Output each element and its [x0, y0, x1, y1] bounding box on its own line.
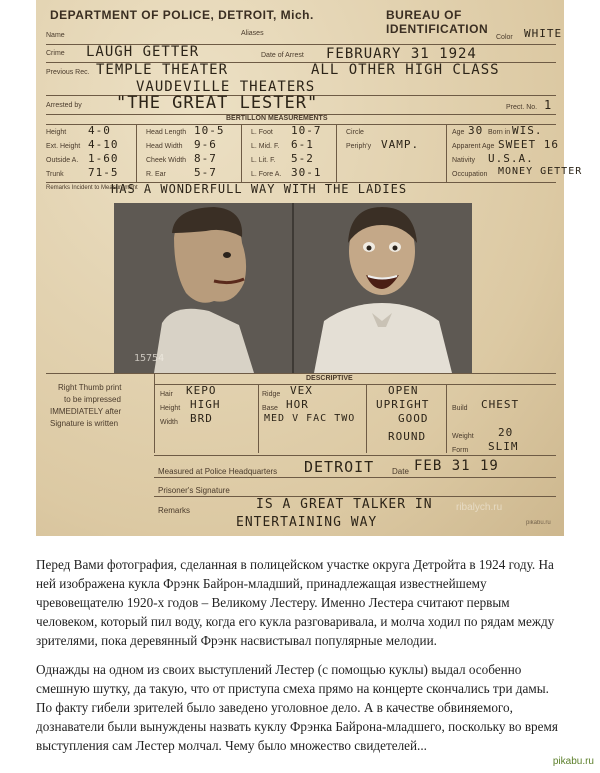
periph-label: Periph'y	[346, 143, 372, 150]
meas-value: 4-10	[88, 138, 119, 151]
divider	[154, 373, 155, 453]
article-paragraph: Перед Вами фотография, сделанная в полицейском участке округа Детройта в 1924 году. На ней изображена кукла Фрэнк Байрон-младший, принадлежащая известнейшему чревовещателю 1920-х годов – Великому Лестеру. Именно Лестера считают первым человеком, который пил воду, когда его кукла разговаривала, и молча ходил по рядам между зрителями, пока деревянный Фрэнк насвистывал популярные мелодии.	[36, 557, 555, 648]
name-label: Name	[46, 32, 65, 39]
meas-value: 71-5	[88, 166, 119, 179]
watermark-small: pikabu.ru	[526, 520, 551, 526]
article-paragraph: Однажды на одном из своих выступлений Лестер (с помощью куклы) выдал особенно смешную шутку, да такую, что от приступа смеха прямо на концерте скончались три дамы. По факту гибели зрителей было заведено уголовное дело. А в качестве обвиняемого, дознаватели были вынуждены назвать куклу Фрэнка Байрона-младшего, поскольку во время выступления сам Лестер молчал. Чему было множество свидетелей...	[36, 662, 558, 753]
chin-value: ROUND	[388, 430, 427, 443]
thumb-text: IMMEDIATELY after	[50, 407, 122, 416]
divider	[446, 384, 447, 453]
aliases-label: Aliases	[241, 30, 264, 37]
divider	[241, 124, 242, 182]
meas-value: 1-60	[88, 152, 119, 165]
divider	[366, 384, 367, 453]
apparent-label: Apparent Age	[452, 143, 495, 150]
height-value: HIGH	[190, 398, 221, 411]
site-footer[interactable]: pikabu.ru	[552, 756, 594, 767]
descriptive-title: DESCRIPTIVE	[306, 375, 353, 382]
ridge-label: Ridge	[262, 391, 281, 398]
thumb-text: to be impressed	[64, 395, 121, 404]
build-label: Build	[452, 405, 468, 412]
apparent-value: SWEET 16	[498, 138, 559, 151]
photo-number: 15754	[134, 353, 165, 364]
base-label: Base	[262, 405, 278, 412]
name-value: LAUGH GETTER	[86, 44, 200, 60]
puppet-profile-image	[114, 203, 472, 373]
form-value: SLIM	[488, 440, 519, 453]
hair-value: KEPO	[186, 384, 217, 397]
meas-label: Trunk	[46, 171, 64, 178]
form-label: Form	[452, 447, 469, 454]
build-value: CHEST	[481, 398, 520, 411]
born-label: Born in	[488, 129, 511, 136]
previous-value: TEMPLE THEATER	[96, 62, 229, 78]
measured-value: DETROIT	[304, 458, 375, 476]
meas-label: Outside A.	[46, 157, 79, 164]
arrested-value: "THE GREAT LESTER"	[116, 93, 319, 113]
nativity-label: Nativity	[452, 157, 475, 164]
occupation-label: Occupation	[452, 171, 488, 178]
width-label: Width	[160, 419, 178, 426]
remarks2-value: IS A GREAT TALKER IN	[256, 497, 433, 512]
remarks-label: Remarks Incident to Measurement	[46, 185, 138, 191]
mouth-value: UPRIGHT	[376, 398, 430, 411]
measured-label: Measured at Police Headquarters	[158, 467, 278, 476]
meas-value: 9-6	[194, 138, 217, 151]
watermark: ribalych.ru	[456, 502, 503, 513]
signature-label: Prisoner's Signature	[158, 486, 230, 495]
meas-value: 10-7	[291, 124, 322, 137]
divider	[154, 455, 556, 456]
color-value: WHITE	[524, 27, 563, 40]
meas-label: L. Mid. F.	[251, 143, 280, 150]
remarks-value: HAS A WONDERFULL WAY WITH THE LADIES	[111, 182, 408, 196]
divider	[446, 124, 447, 182]
ridge-value: VEX	[290, 384, 313, 397]
height-label: Height	[160, 405, 181, 412]
circle-label: Circle	[346, 129, 364, 136]
divider	[258, 384, 259, 453]
date-label: Date	[392, 467, 409, 476]
divider	[154, 477, 556, 478]
age-label: Age	[452, 129, 465, 136]
meas-label: L. Fore A.	[251, 171, 282, 178]
mugshot-photo	[114, 203, 472, 373]
previous-value-2: ALL OTHER HIGH CLASS	[311, 62, 500, 78]
meas-value: 5-2	[291, 152, 314, 165]
precinct-value: 1	[544, 98, 553, 112]
eyes-value: OPEN	[388, 384, 419, 397]
divider	[46, 373, 556, 374]
arrested-label: Arrested by	[46, 102, 82, 109]
meas-value: 4-0	[88, 124, 111, 137]
meas-label: L. Lit. F.	[251, 157, 276, 164]
thumb-text: Right Thumb print	[58, 383, 122, 392]
bureau-title: BUREAU OF IDENTIFICATION	[386, 8, 489, 36]
meas-value: 8-7	[194, 152, 217, 165]
periph-value: VAMP.	[381, 138, 420, 151]
thumb-text: Signature is written	[50, 419, 119, 428]
meas-value: 6-1	[291, 138, 314, 151]
police-record-card	[36, 0, 583, 536]
born-value: WIS.	[512, 124, 543, 137]
divider	[136, 124, 137, 182]
color-label: Color	[496, 34, 513, 41]
weight-label: Weight	[452, 433, 474, 440]
vaudeville-value: VAUDEVILLE THEATERS	[136, 79, 316, 95]
divider	[336, 124, 337, 182]
meas-label: L. Foot	[251, 129, 273, 136]
meas-label: Height	[46, 129, 67, 136]
precinct-label: Prect. No.	[506, 104, 538, 111]
previous-label: Previous Rec.	[46, 69, 90, 76]
dims-value: MED V FAC TWO	[264, 413, 356, 424]
meas-label: Head Length	[146, 129, 187, 136]
arrest-value: FEBRUARY 31 1924	[326, 46, 477, 62]
bertillon-title: BERTILLON MEASUREMENTS	[226, 115, 328, 122]
meas-value: 30-1	[291, 166, 322, 179]
nativity-value: U.S.A.	[488, 152, 534, 165]
occupation-value: MONEY GETTER	[498, 166, 583, 177]
width-value: BRD	[190, 412, 213, 425]
hair-label: Hair	[160, 391, 173, 398]
weight-value: 20	[498, 426, 514, 439]
department-title: DEPARTMENT OF POLICE, DETROIT, Mich.	[50, 8, 314, 22]
meas-label: Cheek Width	[146, 157, 187, 164]
arrest-label: Date of Arrest	[261, 52, 304, 59]
remarks2-label: Remarks	[158, 506, 191, 515]
base-value: HOR	[286, 398, 309, 411]
meas-label: Head Width	[146, 143, 183, 150]
meas-value: 10-5	[194, 124, 225, 137]
teeth-value: GOOD	[398, 412, 429, 425]
meas-label: Ext. Height	[46, 143, 81, 150]
date-value: FEB 31 19	[414, 458, 499, 474]
meas-value: 5-7	[194, 166, 217, 179]
crime-label: Crime	[46, 50, 65, 57]
meas-label: R. Ear	[146, 171, 166, 178]
remarks2-value-2: ENTERTAINING WAY	[236, 515, 378, 530]
age-value: 30	[468, 124, 484, 137]
